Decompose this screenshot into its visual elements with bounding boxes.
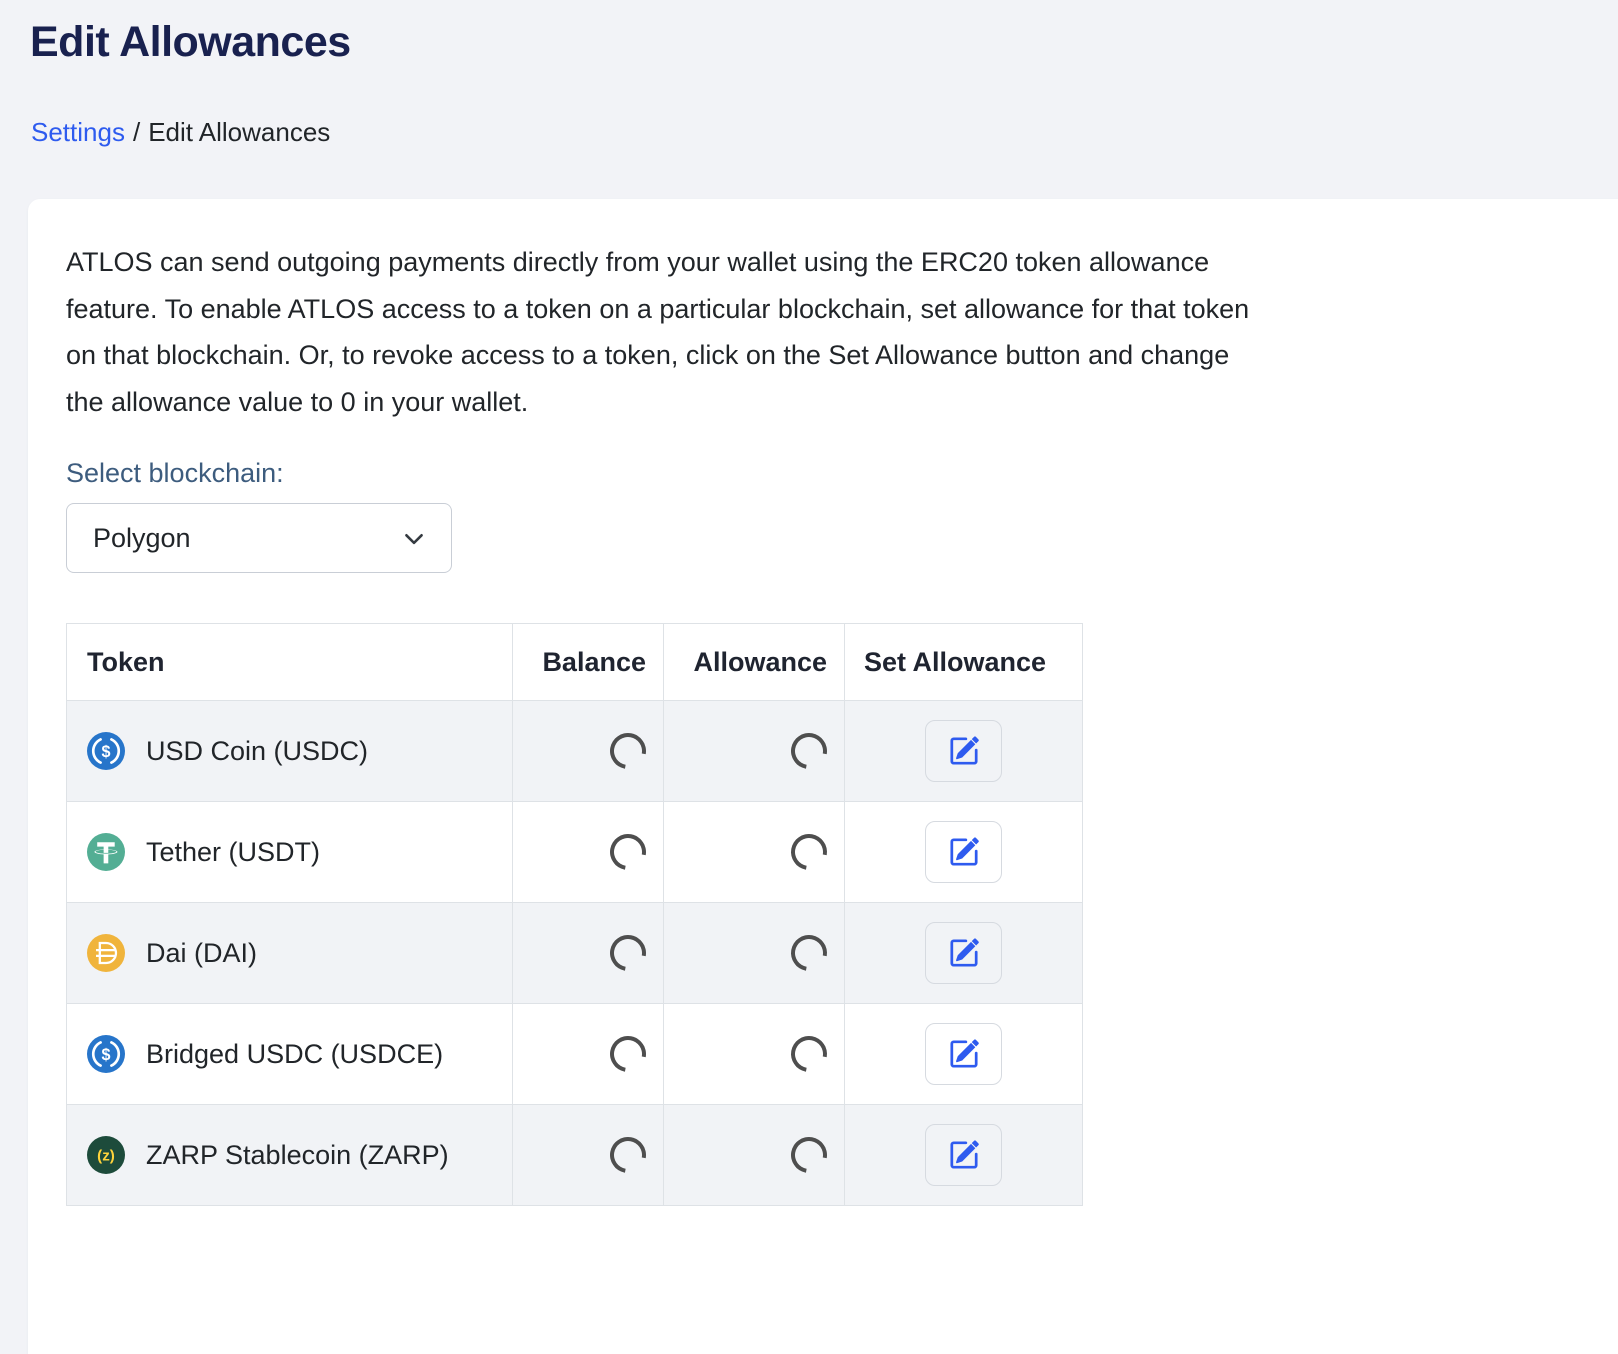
set-allowance-button[interactable] <box>925 821 1002 883</box>
loading-spinner-icon <box>603 1130 653 1180</box>
set-allowance-cell <box>845 802 1083 903</box>
set-allowance-cell <box>845 1105 1083 1206</box>
breadcrumb-separator: / <box>132 117 141 147</box>
loading-spinner-icon <box>603 726 653 776</box>
allowance-cell <box>664 1105 845 1206</box>
edit-icon <box>949 1039 979 1069</box>
edit-icon <box>949 837 979 867</box>
loading-spinner-icon <box>784 827 834 877</box>
set-allowance-button[interactable] <box>925 720 1002 782</box>
loading-spinner-icon <box>603 827 653 877</box>
dai-icon <box>87 934 125 972</box>
content-card <box>28 199 1618 1354</box>
blockchain-select[interactable] <box>66 503 452 573</box>
breadcrumb <box>31 117 330 148</box>
zarp-icon <box>87 1136 125 1174</box>
edit-icon <box>949 1140 979 1170</box>
table-row <box>67 802 1083 903</box>
balance-cell <box>513 903 664 1004</box>
usdt-icon <box>87 833 125 871</box>
chevron-down-icon <box>401 525 427 551</box>
set-allowance-cell <box>845 903 1083 1004</box>
balance-cell <box>513 701 664 802</box>
table-header-row <box>67 624 1083 701</box>
balance-cell <box>513 1004 664 1105</box>
table-row <box>67 1105 1083 1206</box>
usdc-symbol: $ <box>101 1046 111 1065</box>
token-name: Bridged USDC (USDCE) <box>146 1038 444 1069</box>
zarp-symbol: (z) <box>97 1147 115 1165</box>
token-cell <box>67 903 513 1004</box>
token-cell <box>67 1105 513 1206</box>
allowance-cell <box>664 802 845 903</box>
set-allowance-cell <box>845 1004 1083 1105</box>
column-header-balance: Balance <box>513 624 664 701</box>
loading-spinner-icon <box>784 1029 834 1079</box>
column-header-token: Token <box>67 624 513 701</box>
usdc-symbol: $ <box>101 743 111 762</box>
token-cell <box>67 802 513 903</box>
token-name: Dai (DAI) <box>146 937 258 968</box>
loading-spinner-icon <box>784 1130 834 1180</box>
usdc-icon <box>87 732 125 770</box>
column-header-allowance: Allowance <box>664 624 845 701</box>
token-name: USD Coin (USDC) <box>146 735 369 766</box>
blockchain-select-label: Select blockchain: <box>66 458 284 488</box>
set-allowance-button[interactable] <box>925 922 1002 984</box>
breadcrumb-settings-link[interactable]: Settings <box>31 117 125 147</box>
allowance-cell <box>664 903 845 1004</box>
allowance-cell <box>664 1004 845 1105</box>
table-row <box>67 701 1083 802</box>
table-row <box>67 1004 1083 1105</box>
balance-cell <box>513 802 664 903</box>
allowances-table <box>66 623 1083 1206</box>
token-name: ZARP Stablecoin (ZARP) <box>146 1139 449 1170</box>
edit-icon <box>949 736 979 766</box>
breadcrumb-current: Edit Allowances <box>148 117 331 147</box>
edit-icon <box>949 938 979 968</box>
loading-spinner-icon <box>784 928 834 978</box>
token-cell <box>67 1004 513 1105</box>
set-allowance-cell <box>845 701 1083 802</box>
column-header-set-allowance: Set Allowance <box>845 624 1083 701</box>
allowance-cell <box>664 701 845 802</box>
page-title: Edit Allowances <box>30 18 351 66</box>
usdce-icon <box>87 1035 125 1073</box>
table-row <box>67 903 1083 1004</box>
loading-spinner-icon <box>603 1029 653 1079</box>
description-text: ATLOS can send outgoing payments directly from your wallet using the ERC20 token allowance feature. To enable ATLOS access to a token on a particular blockchain, set allowance for that token on that blockchain. Or, to revoke access to a token, click on the Set Allowance button and change the allowance value to 0 in your wallet. <box>66 247 1250 417</box>
set-allowance-button[interactable] <box>925 1124 1002 1186</box>
blockchain-selected-value: Polygon <box>93 522 191 553</box>
token-name: Tether (USDT) <box>146 836 321 867</box>
balance-cell <box>513 1105 664 1206</box>
loading-spinner-icon <box>784 726 834 776</box>
token-cell <box>67 701 513 802</box>
loading-spinner-icon <box>603 928 653 978</box>
set-allowance-button[interactable] <box>925 1023 1002 1085</box>
